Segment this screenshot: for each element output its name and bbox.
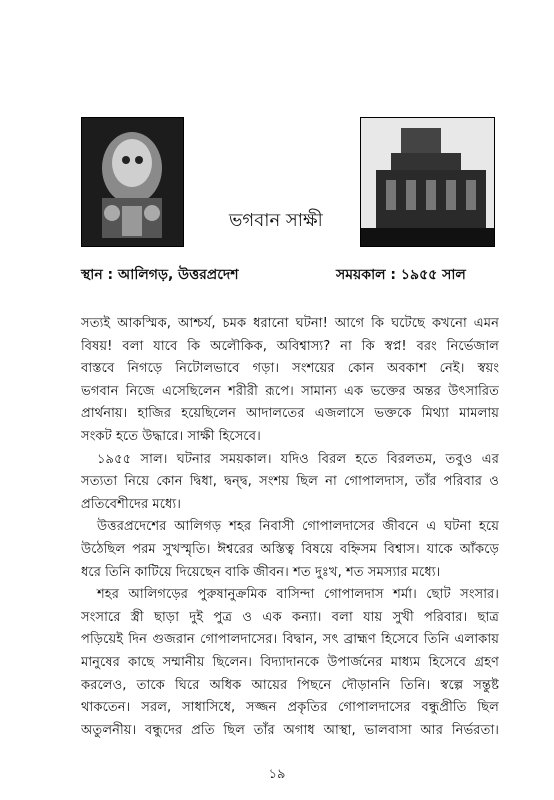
page-number: ১৯ xyxy=(268,767,286,782)
text-line: ধরে তিনি কাটিয়ে দিয়েছেন বাকি জীবন। শত দুঃখ, শত সমস্যার মধ্যে। xyxy=(81,564,441,580)
text-line: থাকতেন। সরল, সাধাসিধে, সজ্জন প্রকৃতির গোপালদাসের বন্ধুপ্রীতি ছিল xyxy=(81,700,499,716)
paragraph xyxy=(81,313,499,449)
story-body xyxy=(81,313,499,742)
text-line: সত্যতা নিয়ে কোন দ্বিধা, দ্বন্দ্ব, সংশয় ছিল না গোপালদাস, তাঁর পরিবার ও xyxy=(81,474,499,490)
text-line: সংকট হতে উদ্ধারে। সাক্ষী হিসেবে। xyxy=(81,428,261,444)
text-line: সংসারে স্ত্রী ছাড়া দুই পুত্র ও এক কন্যা। বলা যায় সুখী পরিবার। ছাত্র xyxy=(81,609,499,625)
text-line: অতুলনীয়। বন্ধুদের প্রতি ছিল তাঁর অগাধ আস্থা, ভালবাসা আর নির্ভরতা। xyxy=(81,722,499,738)
text-line: মানুষের কাছে সম্মানীয় ছিলেন। বিদ্যাদানকে উপার্জনের মাধ্যম হিসেবে গ্রহণ xyxy=(81,654,499,670)
temple-image xyxy=(361,118,494,246)
temple-photo xyxy=(360,117,495,247)
text-line: প্রার্থনায়। হাজির হয়েছিলেন আদালতের এজলাসে ভক্তকে মিথ্যা মামলায় xyxy=(81,406,499,422)
text-line: উঠেছিল পরম সুখস্মৃতি। ঈশ্বরের অস্তিত্ব বিষয়ে বহ্নিসম বিশ্বাস। যাকে আঁকড়ে xyxy=(81,541,499,557)
deity-photo xyxy=(81,117,184,247)
text-line: শহর আলিগড়ের পুরুষানুক্রমিক বাসিন্দা গোপালদাস শর্মা। ছোট সংসার। xyxy=(97,587,499,603)
text-line: পড়িয়েই দিন গুজরান গোপালদাসের। বিদ্বান, সৎ ব্রাহ্মণ হিসেবে তিনি এলাকায় xyxy=(81,632,499,648)
deity-image xyxy=(82,118,183,246)
text-line: বিষয়! বলা যাবে কি অলৌকিক, অবিশ্বাস্য? না কি স্বপ্ন! বরং নির্ভেজাল xyxy=(81,338,499,354)
story-title: ভগবান সাক্ষী xyxy=(229,210,323,231)
place-label: স্থান : আলিগড়, উত্তরপ্রদেশ xyxy=(81,267,239,283)
text-line: প্রতিবেশীদের মধ্যে। xyxy=(81,496,181,512)
paragraph xyxy=(81,584,499,742)
paragraph xyxy=(81,449,499,517)
text-line: উত্তরপ্রদেশের আলিগড় শহর নিবাসী গোপালদাসের জীবনে এ ঘটনা হয়ে xyxy=(97,519,499,535)
text-line: বাস্তবে নিগড়ে নিটোলভাবে গড়া। সংশয়ের কোন অবকাশ নেই। স্বয়ং xyxy=(81,361,499,377)
text-line: ১৯৫৫ সাল। ঘটনার সময়কাল। যদিও বিরল হতে বিরলতম, তবুও এর xyxy=(97,451,499,467)
paragraph xyxy=(81,516,499,584)
text-line: ভগবান নিজে এসেছিলেন শরীরী রূপে। সামান্য এক ভক্তের অন্তর উৎসারিত xyxy=(81,383,499,399)
time-period-label: সময়কাল : ১৯৫৫ সাল xyxy=(336,267,466,283)
text-line: সত্যই আকস্মিক, আশ্চর্য, চমক ধরানো ঘটনা! আগে কি ঘটেছে কখনো এমন xyxy=(81,316,499,331)
text-line: করলেও, তাকে ঘিরে অধিক আয়ের পিছনে দৌড়াননি তিনি। স্বল্পে সন্তুষ্ট xyxy=(81,677,499,693)
